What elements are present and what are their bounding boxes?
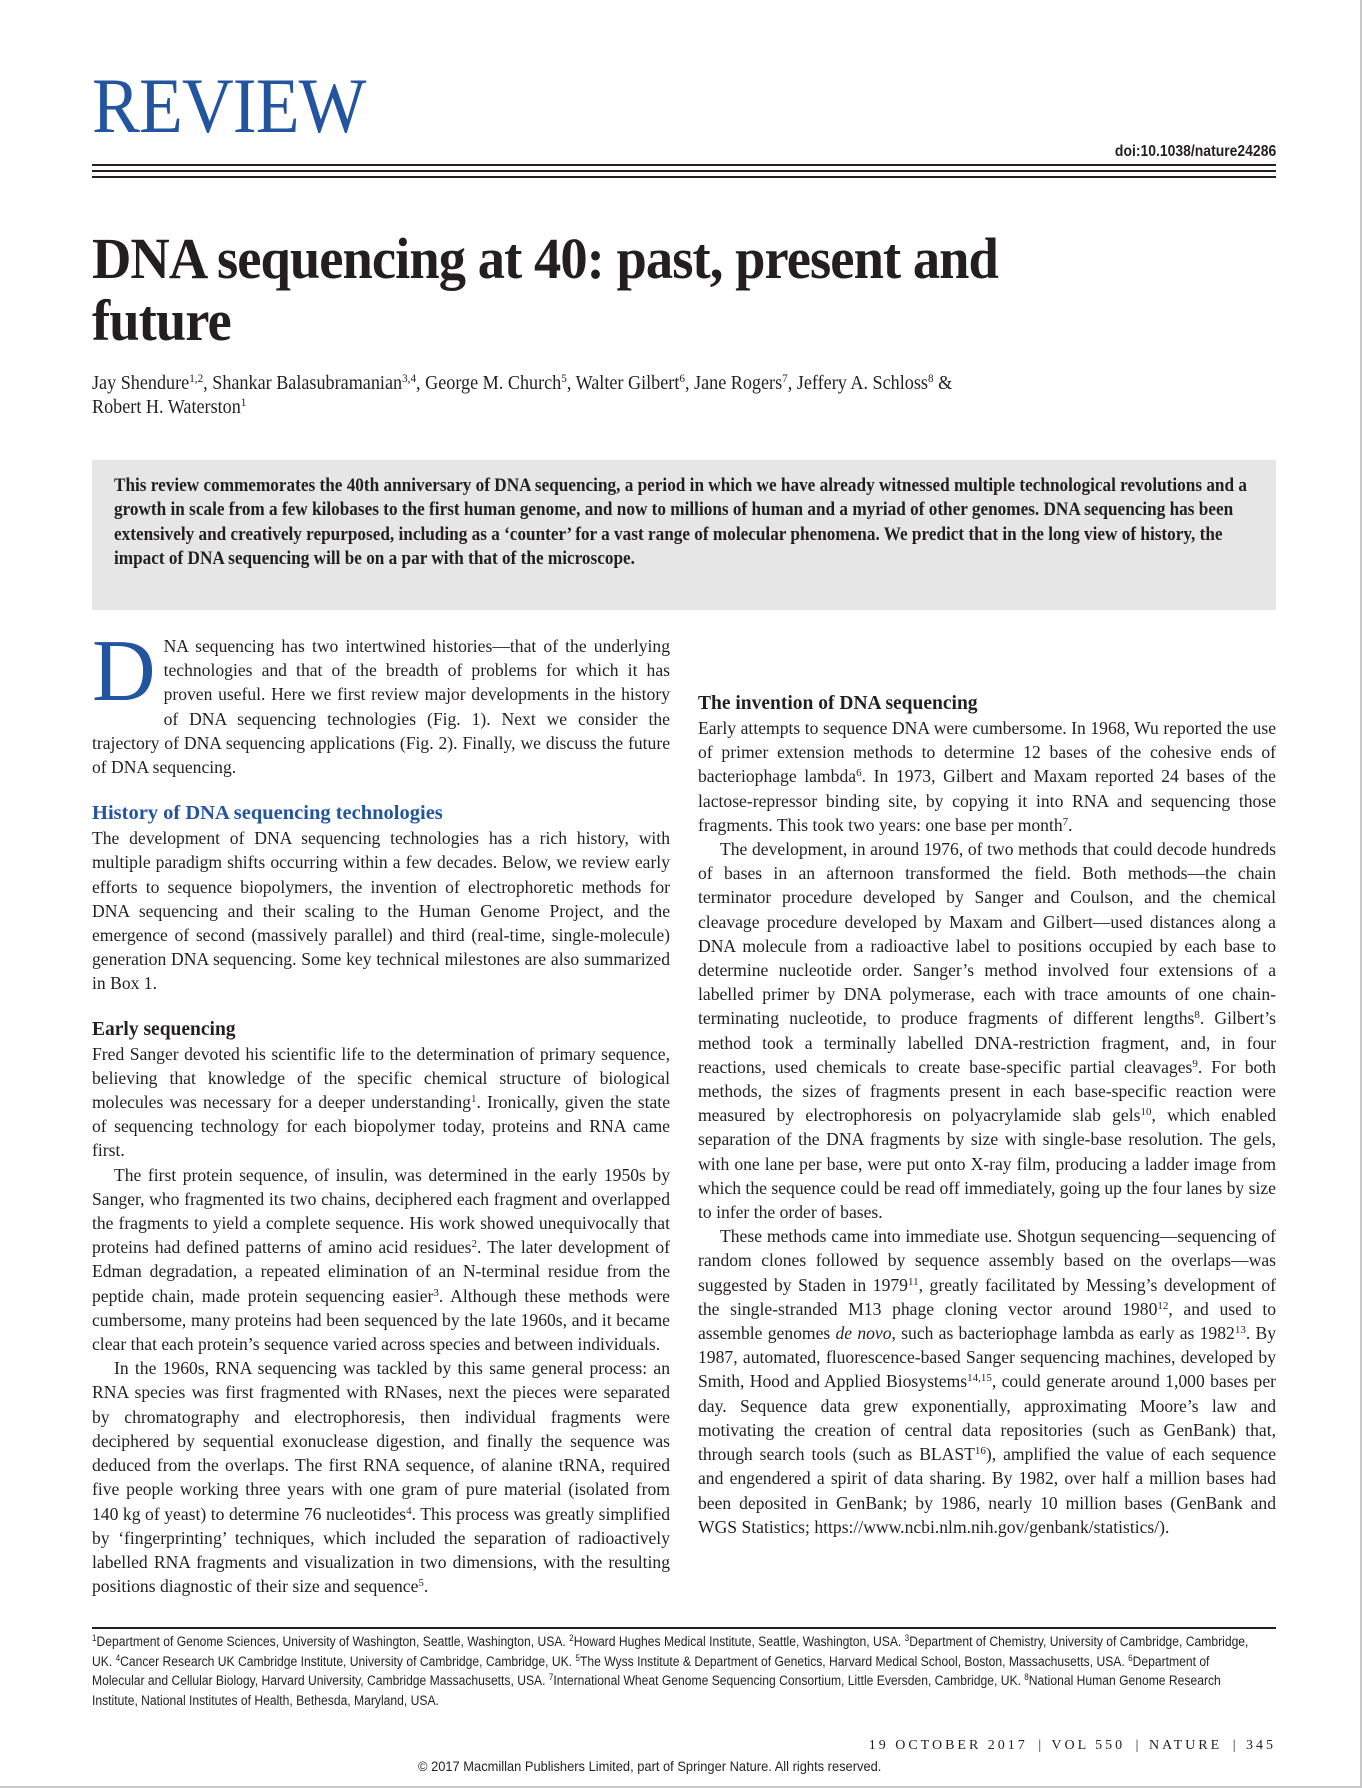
early-paragraph-3: In the 1960s, RNA sequencing was tackled by this same general process: an RNA species was first fragmented with RNases, next the pieces were separated by chromatography and electrophoresis, then individual fragments were deciphered by sequential exonuclease digestion, and finally the sequence was deduced from the overlaps. The first RNA sequence, of alanine tRNA, required five people working three years with one gram of pure material (isolated from 140 kg of yeast) to determine 76 nucleotides$^4$. This process was greatly simplified by ‘fingerprinting’ techniques, which included the separation of radioactively labelled RNA fragments and visualization in two dimensions, with the resulting positions diagnostic of their size and sequence$^5$. bbox=[92, 1358, 670, 1597]
volume: VOL 550 bbox=[1051, 1738, 1126, 1753]
citation-ref[interactable]: 4 bbox=[406, 1504, 412, 1517]
drop-cap: D bbox=[92, 623, 156, 720]
affiliation-ref: 7 bbox=[782, 371, 788, 385]
affiliation-ref: 8 bbox=[927, 371, 934, 385]
history-paragraph: The development of DNA sequencing technologies has a rich history, with multiple paradigm shifts occurring within a few decades. Below, we review early efforts to sequence biopolymers, the invention of electrophoretic methods for DNA sequencing and their scaling to the Human Genome Project, and the emergence of second (massively parallel) and third (real-time, single-molecule) generation DNA sequencing. Some key technical milestones are also summarized in Box 1. bbox=[92, 828, 670, 994]
invention-paragraph-1: Early attempts to sequence DNA were cumbersome. In 1968, Wu reported the use of primer extension methods to determine 12 bases of the cohesive ends of bacteriophage lambda$^6$. In 1973, Gilbert and Maxam reported 24 bases of the lactose-repressor binding site, by copying it into RNA and sequencing those fragments. This took two years: one base per month$^7$. bbox=[698, 718, 1276, 835]
section-label: REVIEW bbox=[92, 62, 366, 149]
author-list: Jay Shendure$^{1,2}$, Shankar Balasubramanian$^{3,4}$, George M. Church$^5$, Walter Gilbert$^6$, Jane Rogers$^7$, Jeffery A. Schloss$^8$ & Robert H. Waterston$^1$ bbox=[92, 371, 953, 418]
affiliation-ref: 6 bbox=[679, 371, 685, 385]
author[interactable]: Jeffery A. Schloss$^8$ bbox=[796, 371, 934, 394]
invention-paragraph-2: The development, in around 1976, of two methods that could decode hundreds of bases in an afternoon transformed the field. Both methods—the chain terminator procedure developed by Sanger and Coulson, and the chemical cleavage procedure developed by Maxam and Gilbert—used distances along a DNA molecule from a radioactive label to positions occupied by each base to determine nucleotide order. Sanger’s method involved four extensions of a labelled primer by DNA polymerase, each with trace amounts of one chain-terminating nucleotide, to produce fragments of different lengths$^8$. Gilbert’s method took a terminally labelled DNA-restriction fragment, and, in four reactions, used chemicals to create base-specific partial cleavages$^9$. For both methods, the sizes of fragments present in each base-specific reaction were measured by electrophoresis on polyacrylamide slab gels$^{10}$, which enabled separation of the DNA fragments by size with single-base resolution. The gels, with one lane per base, were put onto X-ray film, producing a ladder image from which the sequence could be read off immediately, going up the four lanes by size to infer the order of bases. bbox=[698, 839, 1276, 1223]
affiliation-ref: 1,2 bbox=[189, 371, 204, 385]
article-title: DNA sequencing at 40: past, present and future bbox=[92, 226, 998, 353]
page-number: 345 bbox=[1246, 1738, 1276, 1753]
citation-ref[interactable]: 7 bbox=[1062, 815, 1069, 828]
early-paragraph-3-continued: . This process was greatly simplified by ‘fingerprinting’ techniques, which included the separation of radioactively labelled RNA fragments and visualization in two dimensions, with the resulting positions diagnostic of their size and sequence bbox=[92, 1503, 670, 1597]
journal-footer: 19 OCTOBER 2017 | VOL 550 | NATURE | 345 bbox=[868, 1738, 1276, 1753]
intro-paragraph: DNA sequencing has two intertwined histories—that of the underlying technologies and that of the breadth of problems for which it has proven useful. Here we first review major developments in the history of DNA sequencing technologies (Fig. 1). Next we consider the trajectory of DNA sequencing applications (Fig. 2). Finally, we discuss the future of DNA sequencing. bbox=[92, 623, 670, 778]
citation-ref[interactable]: 6 bbox=[856, 767, 862, 780]
affiliation-ref: 5 bbox=[561, 371, 567, 385]
citation-ref[interactable]: 3 bbox=[433, 1286, 439, 1299]
author[interactable]: Shankar Balasubramanian$^{3,4}$ bbox=[212, 371, 417, 394]
citation-ref[interactable]: 1 bbox=[470, 1093, 477, 1106]
citation-ref[interactable]: 16 bbox=[974, 1445, 986, 1458]
invention-paragraph-3: These methods came into immediate use. Shotgun sequencing—sequencing of random clones followed by sequence assembly based on the overlaps—was suggested by Staden in 1979$^{11}$, greatly facilitated by Messing’s development of the single-stranded M13 phage cloning vector around 1980$^{12}$, and used to assemble genomes de novo, such as bacteriophage lambda as early as 1982$^{13}$. By 1987, automated, fluorescence-based Sanger sequencing machines, developed by Smith, Hood and Applied Biosystems$^{14,15}$, could generate around 1,000 bases per day. Sequence data grew exponentially, approximating Moore’s law and motivating the creation of central data repositories (such as GenBank) that, through search tools (such as BLAST$^{16}$), amplified the value of each sequence and engendered a spirit of data sharing. By 1982, over half a million bases had been deposited in GenBank; by 1986, nearly 10 million bases (GenBank and WGS Statistics; https://www.ncbi.nlm.nih.gov/genbank/statistics/). bbox=[698, 1226, 1277, 1537]
body-column-right bbox=[698, 634, 1276, 1539]
early-paragraph-2: The first protein sequence, of insulin, was determined in the early 1950s by Sanger, who fragmented its two chains, deciphered each fragment and overlapped the fragments to yield a complete sequence. His work showed unequivocally that proteins had defined patterns of amino acid residues$^2$. The later development of Edman degradation, a repeated elimination of an N-terminal residue from the peptide chain, made protein sequencing easier$^3$. Although these methods were cumbersome, many proteins had been sequenced by the late 1960s, and it became clear that each protein’s sequence varied across species and between individuals. bbox=[92, 1164, 670, 1355]
affiliation-ref: 3,4 bbox=[402, 371, 417, 385]
citation-ref[interactable]: 13 bbox=[1234, 1324, 1246, 1337]
citation-ref[interactable]: 5 bbox=[418, 1577, 424, 1590]
header-rules bbox=[92, 164, 1276, 182]
author[interactable]: Robert H. Waterston$^1$ bbox=[92, 395, 247, 418]
journal-name: NATURE bbox=[1148, 1738, 1223, 1753]
citation-ref[interactable]: 12 bbox=[1157, 1299, 1169, 1312]
doi-link[interactable]: doi:10.1038/nature24286 bbox=[1114, 143, 1276, 160]
citation-ref[interactable]: 11 bbox=[907, 1275, 919, 1288]
citation-ref[interactable]: 9 bbox=[1192, 1057, 1198, 1070]
early-paragraph-1: Fred Sanger devoted his scientific life to the determination of primary sequence, believing that knowledge of the specific chemical structure of biological molecules was necessary for a deeper understanding$^1$. Ironically, given the state of sequencing technology for each biopolymer today, proteins and RNA came first. bbox=[92, 1043, 671, 1161]
copyright-notice: © 2017 Macmillan Publishers Limited, part of Springer Nature. All rights reserved. bbox=[418, 1758, 882, 1774]
abstract-box bbox=[92, 460, 1276, 610]
affiliations: $^1$Department of Genome Sciences, University of Washington, Seattle, Washington, USA. $^2$Howard Hughes Medical Institute, Seattle, Washington, USA. $^3$Department of Chemistry, University of Cambridge, Cambridge, UK. $^4$Cancer Research UK Cambridge Institute, University of Cambridge, Cambridge, UK. $^5$The Wyss Institute & Department of Genetics, Harvard Medical School, Boston, Massachusetts, USA. $^6$Department of Molecular and Cellular Biology, Harvard University, Cambridge Massachusetts, USA. $^7$International Wheat Genome Sequencing Consortium, Little Eversden, Cambridge, UK. $^8$National Human Genome Research Institute, National Institutes of Health, Bethesda, Maryland, USA. bbox=[92, 1633, 1249, 1708]
citation-ref[interactable]: 14,15 bbox=[967, 1372, 992, 1385]
body-column-left bbox=[92, 623, 671, 1598]
author[interactable]: Walter Gilbert$^6$ bbox=[575, 371, 685, 394]
author[interactable]: Jay Shendure$^{1,2}$ bbox=[92, 371, 204, 394]
issue-date: 19 OCTOBER 2017 bbox=[868, 1738, 1028, 1753]
section-heading-history: History of DNA sequencing technologies bbox=[92, 802, 443, 825]
subsection-heading-invention: The invention of DNA sequencing bbox=[698, 693, 978, 714]
abstract-text: This review commemorates the 40th anniversary of DNA sequencing, a period in which we have already witnessed multiple technological revolutions and a growth in scale from a few kilobases to the first human genome, and now to millions of human and a myriad of other genomes. DNA sequencing has been extensively and creatively repurposed, including as a ‘counter’ for a vast range of molecular phenomena. We predict that in the long view of history, the impact of DNA sequencing will be on a par with that of the microscope. bbox=[114, 475, 1247, 569]
citation-ref[interactable]: 8 bbox=[1194, 1009, 1200, 1022]
citation-ref[interactable]: 10 bbox=[1140, 1106, 1152, 1119]
affiliation-ref: 1 bbox=[240, 395, 247, 409]
author[interactable]: Jane Rogers$^7$ bbox=[694, 371, 788, 394]
author[interactable]: George M. Church$^5$ bbox=[425, 371, 567, 394]
subsection-heading-early-sequencing: Early sequencing bbox=[92, 1018, 236, 1040]
affiliations-divider bbox=[92, 1627, 1276, 1629]
citation-ref[interactable]: 2 bbox=[471, 1238, 477, 1251]
